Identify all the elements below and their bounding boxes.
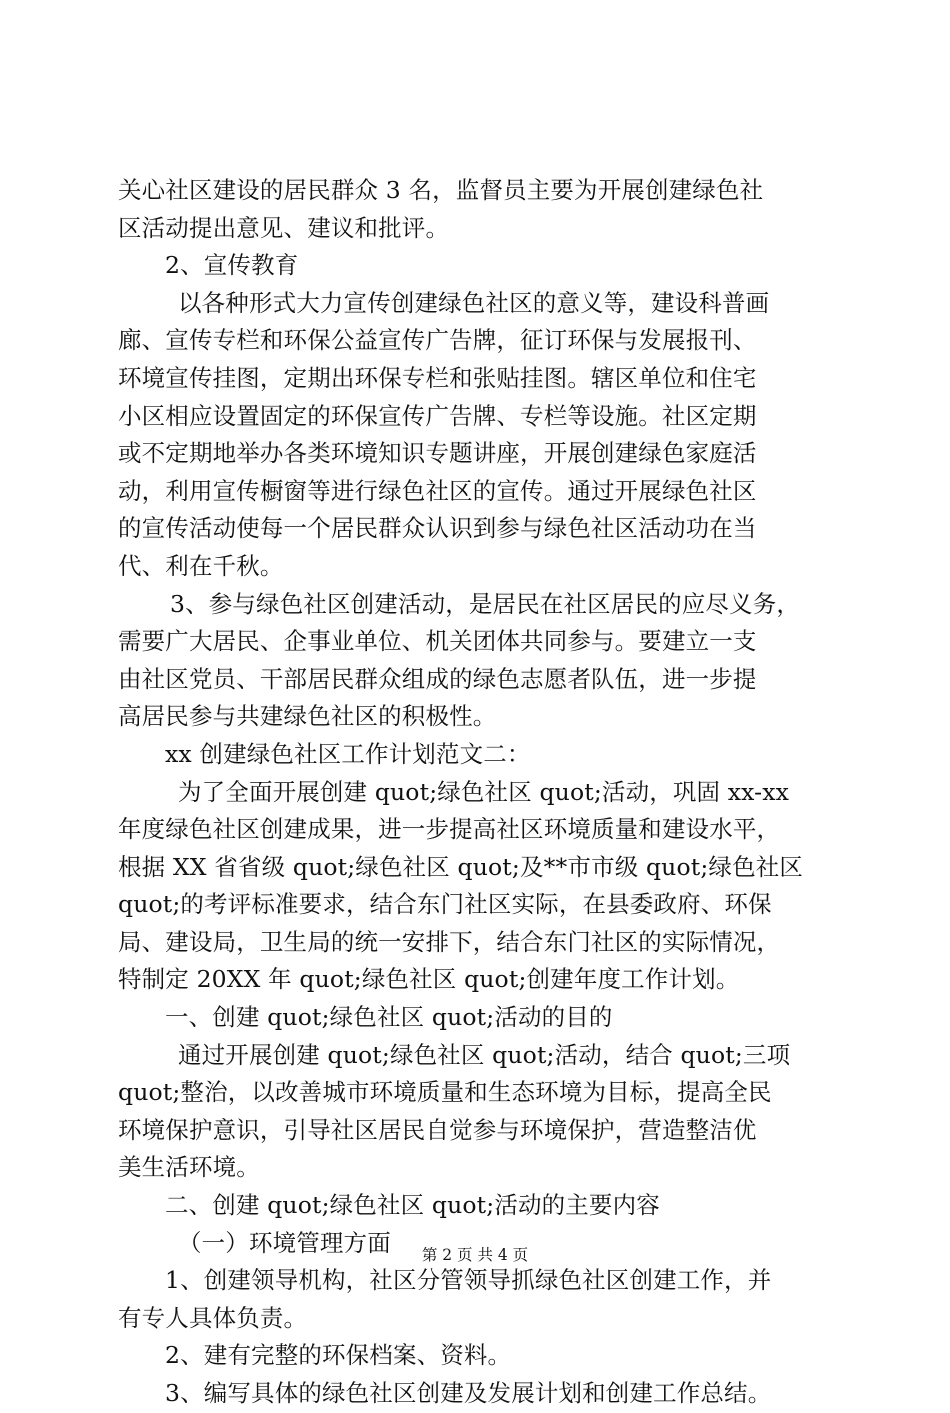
- text-line: 代、利在千秋。: [118, 551, 284, 580]
- paragraph-start: 1、创建领导机构，社区分管领导抓绿色社区创建工作，并: [165, 1266, 772, 1295]
- paragraph-start: 3、编写具体的绿色社区创建及发展计划和创建工作总结。: [165, 1379, 772, 1407]
- section-heading: 二、创建 quot;绿色社区 quot;活动的主要内容: [165, 1191, 660, 1220]
- subsection-heading: （一）环境管理方面: [178, 1228, 391, 1257]
- text-line: quot;的考评标准要求，结合东门社区实际，在县委政府、环保: [118, 890, 772, 919]
- text-line: 环境宣传挂图，定期出环保专栏和张贴挂图。辖区单位和住宅: [118, 363, 757, 392]
- page-footer: 第 2 页 共 4 页: [421, 1246, 529, 1264]
- section-heading: xx 创建绿色社区工作计划范文二：: [165, 739, 531, 768]
- text-line: 需要广大居民、企事业单位、机关团体共同参与。要建立一支: [118, 627, 757, 656]
- paragraph-start: 3、参与绿色社区创建活动，是居民在社区居民的应尽义务，: [170, 589, 801, 618]
- text-line: 或不定期地举办各类环境知识专题讲座，开展创建绿色家庭活: [118, 439, 757, 468]
- text-line: 动，利用宣传橱窗等进行绿色社区的宣传。通过开展绿色社区: [118, 476, 757, 505]
- text-line: 根据 XX 省省级 quot;绿色社区 quot;及**市市级 quot;绿色社区: [118, 852, 804, 881]
- paragraph-start: 通过开展创建 quot;绿色社区 quot;活动，结合 quot;三项: [178, 1040, 791, 1069]
- document-body: [118, 172, 833, 1413]
- text-line: 高居民参与共建绿色社区的积极性。: [118, 702, 497, 731]
- text-line: 特制定 20XX 年 quot;绿色社区 quot;创建年度工作计划。: [118, 965, 740, 994]
- paragraph-start: 为了全面开展创建 quot;绿色社区 quot;活动，巩固 xx-xx: [178, 777, 790, 806]
- text-line: 关心社区建设的居民群众 3 名，监督员主要为开展创建绿色社: [118, 176, 764, 204]
- paragraph-start: 以各种形式大力宣传创建绿色社区的意义等，建设科普画: [178, 288, 770, 317]
- paragraph-start: 2、建有完整的环保档案、资料。: [165, 1341, 512, 1370]
- text-line: quot;整治，以改善城市环境质量和生态环境为目标，提高全民: [118, 1078, 772, 1107]
- text-line: 的宣传活动使每一个居民群众认识到参与绿色社区活动功在当: [118, 514, 757, 543]
- text-line: 年度绿色社区创建成果，进一步提高社区环境质量和建设水平，: [118, 815, 781, 844]
- text-line: 有专人具体负责。: [118, 1303, 308, 1332]
- text-line: 廊、宣传专栏和环保公益宣传广告牌，征订环保与发展报刊、: [118, 326, 757, 355]
- text-line: 环境保护意识，引导社区居民自觉参与环境保护，营造整洁优: [118, 1115, 757, 1144]
- section-heading: 一、创建 quot;绿色社区 quot;活动的目的: [165, 1003, 613, 1032]
- text-line: 区活动提出意见、建议和批评。: [118, 213, 450, 242]
- text-line: 局、建设局，卫生局的统一安排下，结合东门社区的实际情况，: [118, 927, 781, 956]
- text-line: 小区相应设置固定的环保宣传广告牌、专栏等设施。社区定期: [118, 401, 757, 430]
- text-line: 由社区党员、干部居民群众组成的绿色志愿者队伍，进一步提: [118, 664, 757, 693]
- text-line: 美生活环境。: [118, 1153, 260, 1182]
- section-heading: 2、宣传教育: [165, 251, 299, 280]
